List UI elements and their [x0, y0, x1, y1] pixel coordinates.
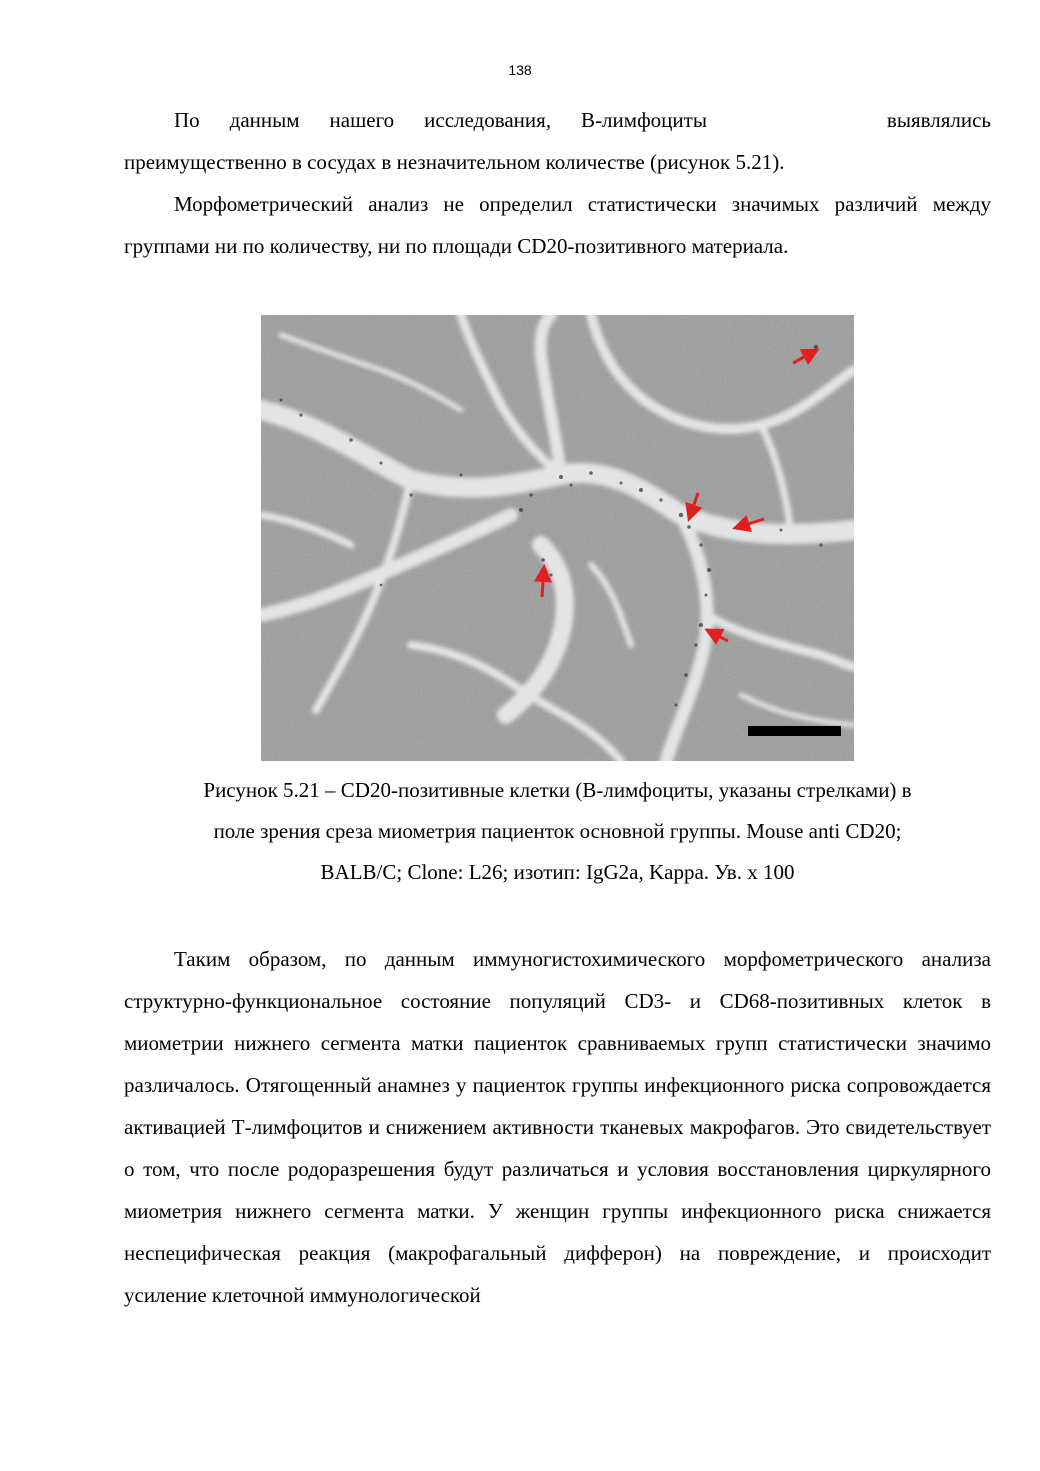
paragraph-1-start: По данным нашего исследования, В-лимфоциты [174, 108, 707, 132]
arrow-4 [542, 567, 544, 597]
micrograph-image [261, 315, 854, 761]
caption-line-2: поле зрения среза миометрия пациенток основной группы. Mouse anti CD20; [213, 819, 902, 843]
caption-line-3: BALB/C; Clone: L26; изотип: IgG2a, Kappa. Ув. х 100 [320, 860, 795, 884]
caption-line-1: Рисунок 5.21 – CD20-позитивные клетки (В-лимфоциты, указаны стрелками) в [203, 778, 912, 802]
paragraph-1-rest: выявлялись преимущественно в сосудах в незначительном количестве (рисунок 5.21). [124, 108, 991, 174]
paragraph-2: Морфометрический анализ не определил статистически значимых различий между группами ни по количеству, ни по площади CD20-позитивного материала. [124, 192, 991, 258]
micrograph-figure [261, 315, 854, 761]
paragraph-1 [124, 99, 991, 183]
scale-bar [748, 726, 841, 736]
paragraph-3: Таким образом, по данным иммуногистохимического морфометрического анализа структурно-функциональное состояние популяций CD3- и CD68-позитивных клеток в миометрии нижнего сегмента матки пациенток сравниваемых групп статистически значимо различалось. Отягощенный анамнез у пациенток группы инфекционного риска сопровождается активацией Т-лимфоцитов и снижением активности тканевых макрофагов. Это свидетельствует о том, что после родоразрешения будут различаться и условия восстановления циркулярного миометрия нижнего сегмента матки. У женщин группы инфекционного риска снижается неспецифическая реакция (макрофагальный дифферон) на повреждение, и происходит усиление клеточной иммунологической [124, 947, 991, 1307]
figure-caption [124, 770, 991, 893]
page-number: 138 [508, 62, 532, 78]
